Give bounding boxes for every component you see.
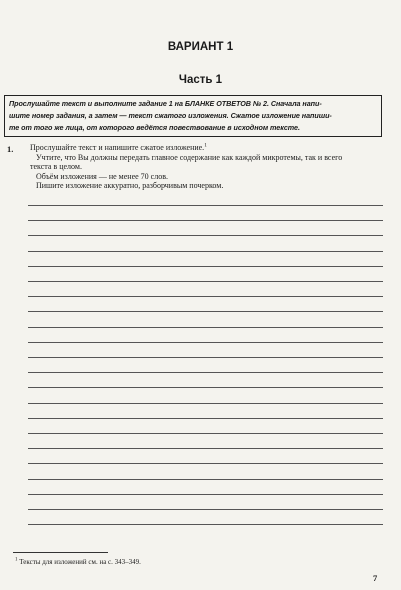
writing-line[interactable] xyxy=(28,357,383,358)
instruction-line: шите номер задания, а затем — текст сжатого изложения. Сжатое изложение напиши- xyxy=(9,111,332,120)
writing-line[interactable] xyxy=(28,479,383,480)
writing-line[interactable] xyxy=(28,342,383,343)
task-line: Учтите, что Вы должны передать главное содержание как каждой микротемы, так и всего xyxy=(36,152,343,162)
part-title: Часть 1 xyxy=(178,74,223,86)
task-text xyxy=(30,143,380,191)
writing-line[interactable] xyxy=(28,281,383,282)
task-line: Пишите изложение аккуратно, разборчивым почерком. xyxy=(36,181,224,191)
footnote-ref: 1 xyxy=(204,142,207,149)
task-line: Прослушайте текст и напишите сжатое изложение.$^1$ xyxy=(30,142,207,152)
task-number: 1. xyxy=(7,144,14,154)
footnote xyxy=(15,558,141,566)
writing-line[interactable] xyxy=(28,220,383,221)
footnote-divider xyxy=(13,552,108,553)
writing-line[interactable] xyxy=(28,296,383,297)
writing-line[interactable] xyxy=(28,433,383,434)
task-line: текста в целом. xyxy=(30,162,82,172)
writing-line[interactable] xyxy=(28,205,383,206)
page-number: 7 xyxy=(373,573,378,583)
writing-line[interactable] xyxy=(28,387,383,388)
writing-line[interactable] xyxy=(28,266,383,267)
writing-line[interactable] xyxy=(28,403,383,404)
writing-line[interactable] xyxy=(28,463,383,464)
instruction-line: те от того же лица, от которого ведётся повествование в исходном тексте. xyxy=(9,123,300,132)
writing-line[interactable] xyxy=(28,235,383,236)
writing-line[interactable] xyxy=(28,509,383,510)
task-line: Объём изложения — не менее 70 слов. xyxy=(36,171,168,181)
footnote-text: Тексты для изложений см. на с. 343–349. xyxy=(19,558,141,566)
writing-line[interactable] xyxy=(28,251,383,252)
writing-line[interactable] xyxy=(28,311,383,312)
writing-line[interactable] xyxy=(28,494,383,495)
writing-lines[interactable] xyxy=(28,205,383,537)
instruction-line: Прослушайте текст и выполните задание 1 на БЛАНКЕ ОТВЕТОВ № 2. Сначала напи- xyxy=(9,99,322,108)
writing-line[interactable] xyxy=(28,418,383,419)
writing-line[interactable] xyxy=(28,372,383,373)
writing-line[interactable] xyxy=(28,524,383,525)
writing-line[interactable] xyxy=(28,327,383,328)
writing-line[interactable] xyxy=(28,448,383,449)
instruction-box xyxy=(4,95,382,137)
variant-title: ВАРИАНТ 1 xyxy=(167,41,234,53)
footnote-mark: 1 xyxy=(15,557,18,563)
